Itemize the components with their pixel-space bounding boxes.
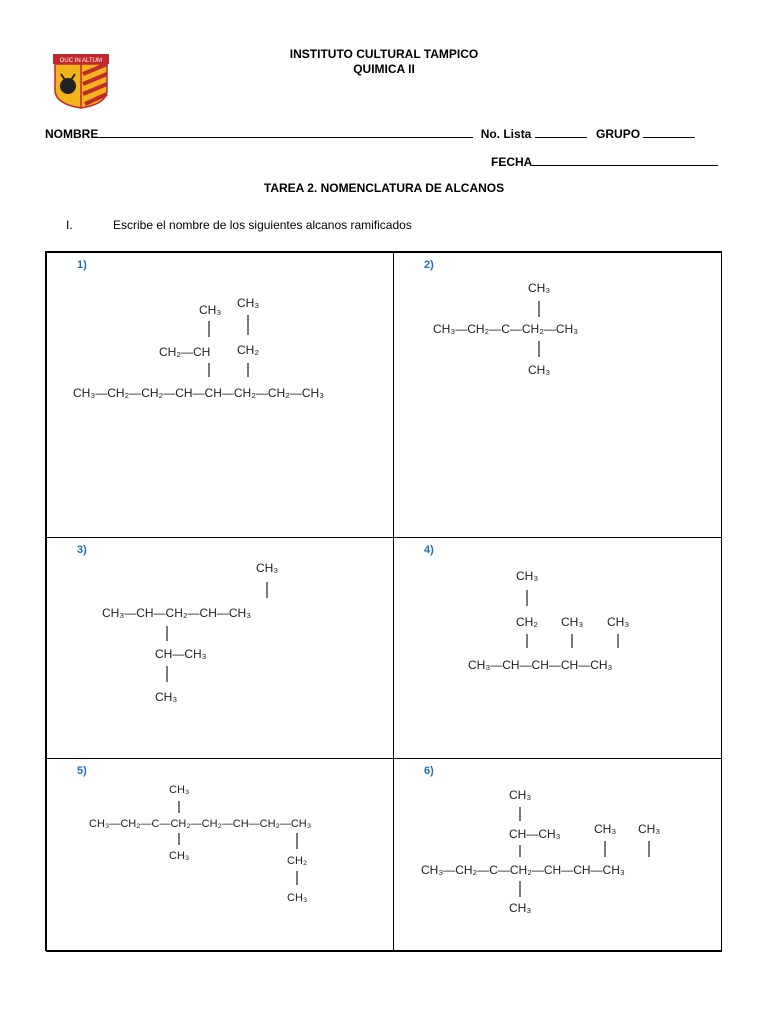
svg-text:CH₃: CH₃ (169, 784, 190, 796)
svg-text:CH₃: CH₃ (155, 690, 178, 704)
svg-text:CH₂: CH₂ (516, 615, 538, 629)
structure-6 (394, 759, 723, 953)
list-field[interactable] (535, 126, 587, 138)
svg-text:CH₂: CH₂ (287, 855, 308, 867)
name-field[interactable] (98, 126, 473, 138)
list-label: No. Lista (480, 127, 532, 141)
structure-5 (47, 759, 395, 953)
structure-3 (47, 538, 395, 760)
svg-text:CH₃: CH₃ (607, 615, 630, 629)
problem-3 (46, 537, 394, 759)
svg-text:CH₃: CH₃ (638, 822, 661, 836)
svg-text:CH₃: CH₃ (509, 788, 532, 802)
svg-text:CH—CH₃: CH—CH₃ (509, 827, 561, 841)
svg-text:CH₃: CH₃ (561, 615, 584, 629)
name-label: NOMBRE (45, 127, 99, 141)
task-title: TAREA 2. NOMENCLATURA DE ALCANOS (263, 181, 505, 195)
institution-title: INSTITUTO CULTURAL TAMPICO (289, 47, 479, 61)
problem-number: 4) (424, 544, 434, 556)
course-title: QUIMICA II (353, 62, 415, 76)
svg-text:CH₃: CH₃ (528, 363, 551, 377)
name-row (45, 126, 695, 141)
svg-text:CH₃: CH₃ (528, 281, 551, 295)
problem-2 (393, 252, 722, 538)
svg-text:CH₃: CH₃ (237, 296, 260, 310)
structure-2 (394, 253, 723, 539)
svg-text:CH—CH₃: CH—CH₃ (155, 647, 207, 661)
svg-text:CH₂: CH₂ (237, 343, 259, 357)
date-label: FECHA (491, 155, 533, 169)
instruction-text: Escribe el nombre de los siguientes alcanos ramificados (113, 218, 412, 232)
svg-text:CH₃: CH₃ (169, 850, 190, 862)
structures-grid (45, 251, 722, 951)
problem-number: 6) (424, 765, 434, 777)
group-label: GRUPO (596, 127, 641, 141)
svg-text:CH₃—CH₂—C—CH₂—CH—CH—CH₃: CH₃—CH₂—C—CH₂—CH—CH—CH₃ (421, 863, 625, 877)
svg-text:CH₃: CH₃ (509, 901, 532, 915)
instruction-number: I. (66, 218, 73, 232)
problem-4 (393, 537, 722, 759)
structure-1 (47, 253, 395, 539)
problem-5 (46, 758, 394, 952)
svg-text:CH₃: CH₃ (199, 303, 222, 317)
svg-text:CH₃—CH—CH₂—CH—CH₃: CH₃—CH—CH₂—CH—CH₃ (102, 606, 252, 620)
date-field[interactable] (532, 154, 718, 166)
problem-6 (393, 758, 722, 952)
svg-text:CH₃: CH₃ (594, 822, 617, 836)
svg-text:CH₃: CH₃ (256, 561, 279, 575)
problem-number: 5) (77, 765, 87, 777)
problem-number: 3) (77, 544, 87, 556)
structure-4 (394, 538, 723, 760)
svg-text:CH₃: CH₃ (516, 569, 539, 583)
svg-text:CH₃—CH—CH—CH—CH₃: CH₃—CH—CH—CH—CH₃ (468, 658, 613, 672)
problem-number: 1) (77, 259, 87, 271)
date-row (491, 154, 718, 169)
group-field[interactable] (643, 126, 695, 138)
svg-text:CH₃—CH₂—C—CH₂—CH₃: CH₃—CH₂—C—CH₂—CH₃ (433, 322, 579, 336)
svg-text:CH₂—CH: CH₂—CH (159, 345, 211, 359)
svg-text:CH₃: CH₃ (287, 892, 308, 904)
problem-1 (46, 252, 394, 538)
svg-text:CH₃—CH₂—C—CH₂—CH₂—CH—CH₂—CH₃: CH₃—CH₂—C—CH₂—CH₂—CH—CH₂—CH₃ (89, 818, 312, 830)
problem-number: 2) (424, 259, 434, 271)
svg-text:CH₃—CH₂—CH₂—CH—CH—CH₂—CH₂—CH₃: CH₃—CH₂—CH₂—CH—CH—CH₂—CH₂—CH₃ (73, 386, 325, 400)
svg-text:DUC IN ALTUM: DUC IN ALTUM (60, 58, 102, 64)
